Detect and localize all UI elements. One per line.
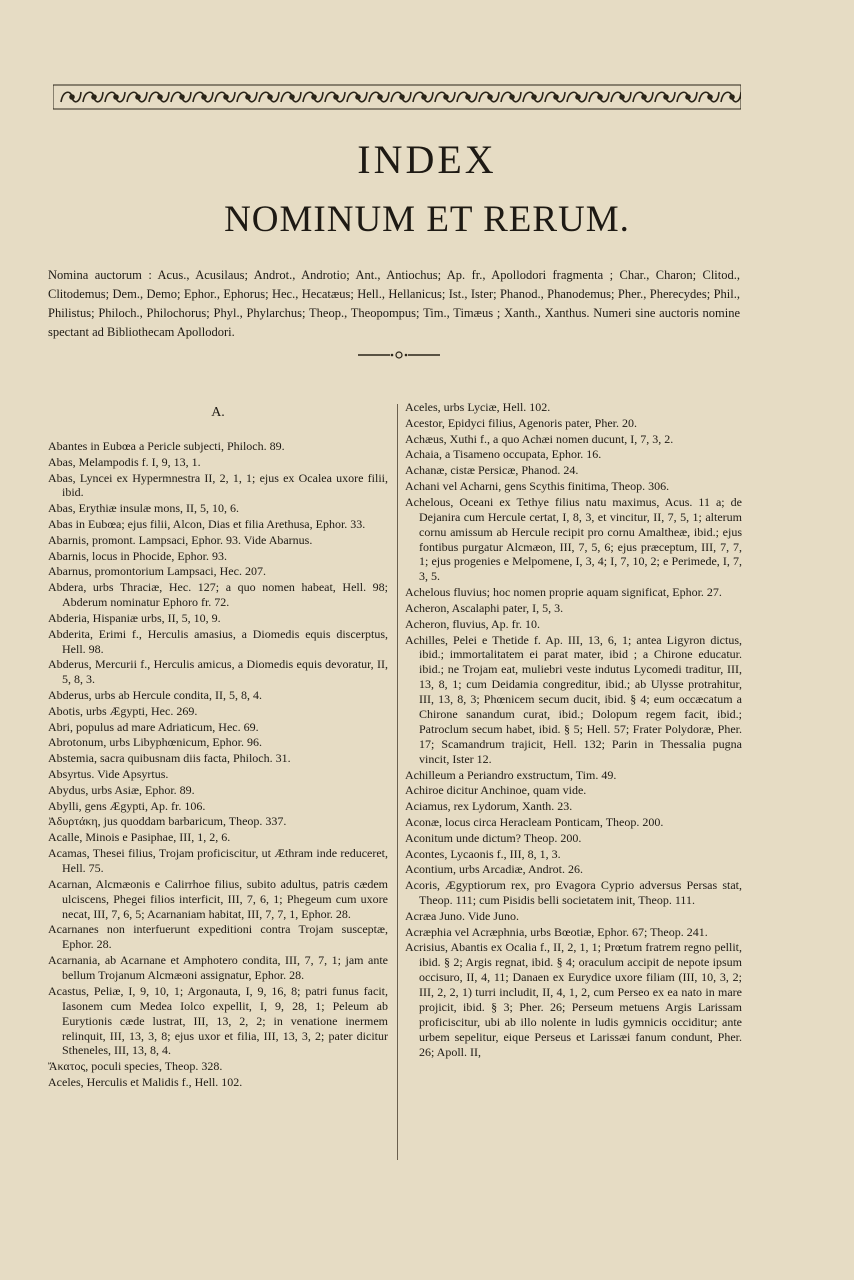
index-entry: Achelous fluvius; hoc nomen proprie aquam significat, Ephor. 27.	[405, 585, 722, 600]
index-entry: Acarnan, Alcmæonis e Calirrhoe filius, subito adultus, patris cædem ulciscens, Phegei filios interficit, III, 7, 6, 1; Phegeum cum uxore necat, III, 7, 6, 5; Acarnaniam habitat, III, 7, 7, 1, Ephor. 28.	[48, 876, 388, 921]
index-column-right	[405, 400, 742, 1061]
index-entry: Abas, Melampodis f. I, 9, 13, 1.	[48, 454, 201, 469]
index-entry: Acræa Juno. Vide Juno.	[405, 908, 520, 923]
index-entry: Acarnania, ab Acarnane et Amphotero condita, III, 7, 7, 1; jam ante bellum Trojanum Alcmæoni assignatur, Ephor. 28.	[48, 953, 388, 982]
entry-list-right	[405, 400, 742, 1060]
index-entry: Acheron, Ascalaphi pater, I, 5, 3.	[405, 600, 564, 615]
entry-list-left	[48, 439, 388, 1090]
index-entry: Acastus, Peliæ, I, 9, 10, 1; Argonauta, I, 9, 16, 8; patri funus facit, Iasonem cum Medea Iolco expellit, I, 9, 28, 1; Peleum ab Eurytionis cæde lustrat, III, 13, 2, 2; in venatione inermem relinquit, III, 13, 3, 8; ejus uxor et filia, III, 13, 3, 2; pater dicitur Stheneles, III, 13, 8, 4.	[48, 983, 388, 1058]
index-entry: Abrotonum, urbs Libyphœnicum, Ephor. 96.	[48, 735, 262, 750]
index-entry: Acontes, Lycaonis f., III, 8, 1, 3.	[405, 846, 561, 861]
index-entry: Acestor, Epidyci filius, Agenoris pater, Pher. 20.	[405, 415, 637, 430]
index-entry: Achiroe dicitur Anchinoe, quam vide.	[405, 783, 587, 798]
index-entry: Abas, Lyncei ex Hypermnestra II, 2, 1, 1; ejus ex Ocalea uxore filii, ibid.	[48, 470, 388, 500]
index-entry: Acarnanes non interfuerunt expeditioni contra Trojam susceptæ, Ephor. 28.	[48, 922, 388, 952]
index-entry: Ἀδυρτάκη, jus quoddam barbaricum, Theop. 337.	[48, 814, 287, 829]
index-entry: Abantes in Eubœa a Pericle subjecti, Philoch. 89.	[48, 438, 285, 453]
index-entry: Abydus, urbs Asiæ, Ephor. 89.	[48, 782, 195, 797]
index-entry: Achilleum a Periandro exstructum, Tim. 49.	[405, 767, 617, 782]
index-entry: Aconæ, locus circa Heracleam Ponticam, Theop. 200.	[405, 814, 664, 829]
section-letter: A.	[211, 405, 225, 420]
index-entry: Abylli, gens Ægypti, Ap. fr. 106.	[48, 798, 206, 813]
index-entry: Abotis, urbs Ægypti, Hec. 269.	[48, 703, 198, 718]
index-entry: Ἄκατος, poculi species, Theop. 328.	[48, 1059, 223, 1074]
index-entry: Aceles, urbs Lyciæ, Hell. 102.	[405, 400, 551, 414]
index-entry: Abas in Eubœa; ejus filii, Alcon, Dias et filia Arethusa, Ephor. 33.	[48, 517, 366, 531]
index-entry: Aceles, Herculis et Malidis f., Hell. 102.	[48, 1075, 243, 1089]
column-rule	[397, 404, 398, 1160]
index-entry: Abderia, Hispaniæ urbs, II, 5, 10, 9.	[48, 610, 221, 625]
index-entry: Abdera, urbs Thraciæ, Hec. 127; a quo nomen habeat, Hell. 98; Abderum nominatur Ephoro fr. 72.	[48, 580, 388, 610]
index-entry: Absyrtus. Vide Apsyrtus.	[48, 767, 169, 782]
index-entry: Acalle, Minois e Pasiphae, III, 1, 2, 6.	[48, 830, 231, 845]
page-title: INDEX	[357, 137, 497, 182]
index-entry: Abarnis, locus in Phocide, Ephor. 93.	[48, 548, 227, 563]
index-entry: Acræphia vel Acræphnia, urbs Bœotiæ, Ephor. 67; Theop. 241.	[405, 924, 708, 939]
index-entry: Achæus, Xuthi f., a quo Achæi nomen ducunt, I, 7, 3, 2.	[405, 431, 674, 446]
index-entry: Abderus, urbs ab Hercule condita, II, 5, 8, 4.	[48, 688, 262, 703]
intro-paragraph: Nomina auctorum : Acus., Acusilaus; Androt., Androtio; Ant., Antiochus; Ap. fr., Apollodori fragmenta ; Char., Charon; Clitod., Clitodemus; Dem., Demo; Ephor., Ephorus; Hec., Hecatæus; Hell., Hellanicus; Ist., Ister; Phanod., Phanodemus; Pher., Pherecydes; Phil., Philistus; Philoch., Philochorus; Phyl., Phylarchus; Theop., Theopompus; Tim., Timæus ; Xanth., Xanthus. Numeri sine auctoris nomine spectant ad Bibliothecam Apollodori.	[48, 268, 740, 339]
section-divider-ornament	[356, 349, 442, 361]
index-entry: Acontium, urbs Arcadiæ, Androt. 26.	[405, 862, 583, 877]
ornamental-header-band	[53, 84, 741, 110]
index-entry: Achanæ, cistæ Persicæ, Phanod. 24.	[405, 463, 579, 478]
page-subtitle: NOMINUM ET RERUM.	[224, 199, 630, 240]
index-entry: Abas, Erythiæ insulæ mons, II, 5, 10, 6.	[48, 501, 239, 516]
index-entry: Abstemia, sacra quibusnam diis facta, Philoch. 31.	[48, 751, 291, 766]
index-entry: Achani vel Acharni, gens Scythis finitima, Theop. 306.	[405, 478, 670, 493]
index-entry: Acheron, fluvius, Ap. fr. 10.	[405, 616, 540, 631]
index-column-left	[48, 405, 388, 1091]
index-entry: Aconitum unde dictum? Theop. 200.	[405, 830, 582, 845]
index-entry: Achelous, Oceani ex Tethye filius natu maximus, Acus. 11 a; de Dejanira cum Hercule certat, I, 8, 3, et vincitur, II, 7, 5, 1; alterum cornu amissum ab Hercule recipit pro cornu Amaltheæ, ibid.; ejus fontibus purgatur Alcmæon, III, 7, 5, 6; ejus præceptum, III, 7, 7, 1; ejus progenies e Melpomene, I, 3, 4; I, 7, 10, 2; e Perimede, I, 7, 3, 5.	[405, 494, 742, 584]
index-entry: Abarnus, promontorium Lampsaci, Hec. 207.	[48, 564, 266, 579]
index-entry: Abderita, Erimi f., Herculis amasius, a Diomedis equis discerptus, Hell. 98.	[48, 626, 388, 656]
index-entry: Abarnis, promont. Lampsaci, Ephor. 93. Vide Abarnus.	[48, 532, 313, 547]
index-entry: Acrisius, Abantis ex Ocalia f., II, 2, 1, 1; Prœtum fratrem regno pellit, ibid. § 2; Argis regnat, ibid. § 4; oraculum accipit de nepote ipsum occisuro, II, 4, 11; Danaen ex Eurydice uxore filiam (III, 10, 3, 2; III, 2, 2, 1) turri includit, II, 4, 1, 2, cum Perseo ex ea nato in mare projicit, ibid. § 3; Pher. 26; Perseum metuens Argis Larissam proficiscitur, ubi ab illo nolente in ludis gymnicis occiditur; ante urbem sepelitur, eique Perseus et Larissæi fanum condunt, Pher. 26; Apoll. II,	[405, 940, 742, 1059]
index-entry: Achilles, Pelei e Thetide f. Ap. III, 13, 6, 1; antea Ligyron dictus, ibid.; immortalitatem ei parat mater, ibid ; a Chirone educatur. ibid.; ne Trojam eat, muliebri veste indutus Lycomedi traditur, III, 13, 8, 1; cum Deidamia congreditur, ibid.; ab Ulysse protrahitur, III, 13, 8, 3; Phœnicem secum ducit, ibid. § 4; eum occæcatum a Chirone sanandum curat, ibid.; Dolopum regem facit, ibid.; Patroclum secum habet, ibid. § 5; Hell. 57; Frater Polydoræ, Pher. 17; Scamandrum trajicit, Hell. 132; Parin in Thessalia pugna vincit, Ister 12.	[405, 632, 742, 766]
index-entry: Acamas, Thesei filius, Trojam proficiscitur, ut Æthram inde reduceret, Hell. 75.	[48, 846, 388, 875]
index-entry: Abri, populus ad mare Adriaticum, Hec. 69.	[48, 719, 259, 734]
index-entry: Acoris, Ægyptiorum rex, pro Evagora Cyprio adversus Persas stat, Theop. 111; cum Pisidis belli societatem init, Theop. 111.	[405, 878, 742, 908]
index-entry: Aciamus, rex Lydorum, Xanth. 23.	[405, 799, 573, 814]
index-entry: Abderus, Mercurii f., Herculis amicus, a Diomedis equis devoratur, II, 5, 8, 3.	[48, 657, 388, 687]
index-entry: Achaia, a Tisameno occupata, Ephor. 16.	[405, 447, 602, 462]
